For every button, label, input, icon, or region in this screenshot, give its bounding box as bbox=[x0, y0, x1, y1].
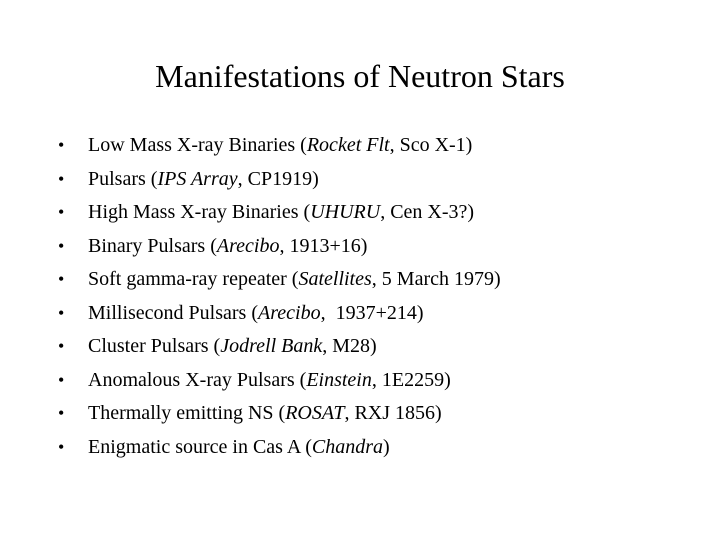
bullet-icon: • bbox=[58, 135, 65, 155]
bullet-text-plain: High Mass X-ray Binaries ( bbox=[88, 201, 311, 223]
bullet-item bbox=[58, 364, 501, 398]
bullet-item bbox=[58, 330, 501, 364]
bullet-text bbox=[88, 397, 442, 431]
bullet-text-plain: , 5 March 1979) bbox=[371, 268, 501, 290]
bullet-text bbox=[88, 230, 367, 264]
bullet-item bbox=[58, 397, 501, 431]
bullet-text-italic: IPS Array bbox=[157, 167, 238, 190]
bullet-icon: • bbox=[58, 436, 65, 457]
bullet-text bbox=[88, 431, 390, 465]
bullet-item bbox=[58, 431, 501, 465]
bullet-text-italic: ROSAT bbox=[285, 402, 345, 424]
bullet-text-plain: , 1937+214) bbox=[320, 301, 424, 324]
bullet-list bbox=[58, 129, 501, 464]
bullet-icon: • bbox=[58, 235, 65, 256]
bullet-text bbox=[88, 129, 472, 163]
bullet-text bbox=[88, 364, 451, 398]
bullet-text-plain: Millisecond Pulsars ( bbox=[88, 301, 258, 324]
bullet-text bbox=[88, 196, 474, 230]
bullet-text-plain: , 1913+16) bbox=[279, 234, 368, 257]
bullet-text-plain: , CP1919) bbox=[237, 167, 319, 190]
slide-title: Manifestations of Neutron Stars bbox=[155, 58, 565, 94]
bullet-item bbox=[58, 263, 501, 297]
bullet-item bbox=[58, 230, 501, 264]
bullet-text-italic: Rocket Flt bbox=[306, 134, 390, 156]
bullet-text-plain: ) bbox=[382, 435, 390, 458]
bullet-text-italic: Arecibo bbox=[258, 301, 321, 324]
bullet-text-plain: Pulsars ( bbox=[88, 167, 158, 190]
bullet-text-plain: Thermally emitting NS ( bbox=[88, 402, 286, 424]
bullet-text-plain: , RXJ 1856) bbox=[344, 402, 442, 424]
bullet-icon: • bbox=[58, 269, 65, 289]
bullet-text-plain: , 1E2259) bbox=[371, 368, 451, 391]
bullet-item bbox=[58, 163, 501, 197]
bullet-text bbox=[88, 297, 424, 331]
bullet-text-plain: , M28) bbox=[322, 335, 377, 357]
bullet-text-italic: Jodrell Bank bbox=[220, 335, 323, 357]
bullet-text-italic: Einstein bbox=[306, 368, 372, 391]
bullet-text-plain: Soft gamma-ray repeater ( bbox=[88, 268, 299, 290]
bullet-item bbox=[58, 196, 501, 230]
bullet-text-plain: Cluster Pulsars ( bbox=[88, 335, 221, 357]
bullet-text-plain: Low Mass X-ray Binaries ( bbox=[88, 134, 307, 156]
bullet-icon: • bbox=[58, 168, 65, 189]
bullet-text-plain: Enigmatic source in Cas A ( bbox=[88, 435, 312, 458]
bullet-text-italic: UHURU bbox=[310, 201, 381, 223]
bullet-item bbox=[58, 297, 501, 331]
bullet-text-plain: Binary Pulsars ( bbox=[88, 234, 217, 257]
bullet-icon: • bbox=[58, 369, 65, 390]
bullet-text-italic: Satellites bbox=[298, 268, 372, 290]
bullet-text-plain: , Sco X-1) bbox=[389, 134, 473, 156]
bullet-text-italic: Arecibo bbox=[216, 234, 280, 257]
bullet-text bbox=[88, 330, 377, 364]
bullet-icon: • bbox=[58, 202, 65, 222]
bullet-text-plain: , Cen X-3?) bbox=[380, 201, 475, 223]
bullet-text-plain: Anomalous X-ray Pulsars ( bbox=[88, 368, 307, 391]
bullet-text bbox=[88, 263, 501, 297]
bullet-icon: • bbox=[58, 302, 65, 323]
bullet-icon: • bbox=[58, 403, 65, 423]
bullet-icon: • bbox=[58, 336, 65, 356]
bullet-item bbox=[58, 129, 501, 163]
bullet-text bbox=[88, 163, 319, 197]
bullet-text-italic: Chandra bbox=[311, 435, 383, 458]
